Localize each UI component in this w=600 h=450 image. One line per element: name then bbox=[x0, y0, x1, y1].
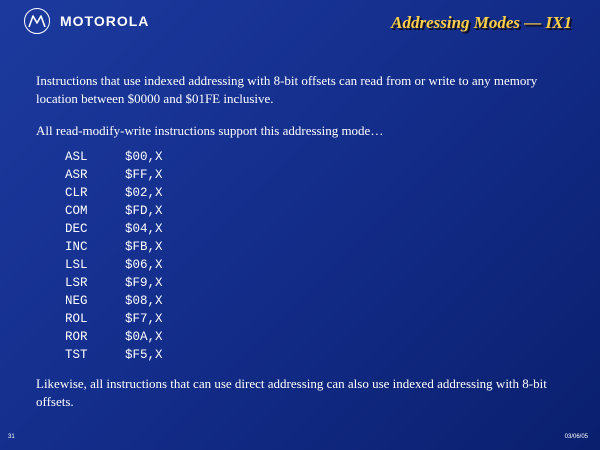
instruction-operand: $FB,X bbox=[125, 240, 163, 254]
instruction-row bbox=[65, 220, 163, 238]
instruction-mnemonic: ASL bbox=[65, 150, 88, 164]
rmw-paragraph: All read-modify-write instructions support this addressing mode… bbox=[36, 123, 384, 138]
instruction-row bbox=[65, 328, 163, 346]
instruction-row bbox=[65, 202, 163, 220]
instruction-row bbox=[65, 166, 163, 184]
motorola-batwing-icon bbox=[24, 8, 50, 34]
instruction-mnemonic: DEC bbox=[65, 222, 88, 236]
instruction-operand: $04,X bbox=[125, 222, 163, 236]
instruction-mnemonic: ROR bbox=[65, 330, 88, 344]
instruction-row bbox=[65, 346, 163, 364]
instruction-list bbox=[65, 148, 163, 364]
instruction-row bbox=[65, 184, 163, 202]
instruction-row bbox=[65, 238, 163, 256]
instruction-row bbox=[65, 310, 163, 328]
brand-wordmark: MOTOROLA bbox=[60, 13, 150, 29]
instruction-operand: $0A,X bbox=[125, 330, 163, 344]
instruction-mnemonic: CLR bbox=[65, 186, 88, 200]
instruction-operand: $00,X bbox=[125, 150, 163, 164]
instruction-row bbox=[65, 256, 163, 274]
page-number: 31 bbox=[8, 434, 15, 440]
instruction-mnemonic: NEG bbox=[65, 294, 88, 308]
closing-paragraph: Likewise, all instructions that can use direct addressing can also use indexed addressing with 8-bit offsets. bbox=[36, 376, 547, 409]
slide-title: Addressing Modes — IX1 bbox=[391, 13, 572, 32]
instruction-operand: $08,X bbox=[125, 294, 163, 308]
instruction-mnemonic: LSR bbox=[65, 276, 88, 290]
instruction-mnemonic: ASR bbox=[65, 168, 88, 182]
instruction-operand: $F5,X bbox=[125, 348, 163, 362]
instruction-operand: $FF,X bbox=[125, 168, 163, 182]
date-stamp: 03/06/05 bbox=[564, 434, 588, 440]
intro-paragraph: Instructions that use indexed addressing with 8-bit offsets can read from or write to any memory location between $0000 and $01FE inclusive. bbox=[36, 73, 538, 106]
motorola-logo bbox=[24, 8, 149, 34]
instruction-row bbox=[65, 274, 163, 292]
instruction-row bbox=[65, 292, 163, 310]
instruction-operand: $06,X bbox=[125, 258, 163, 272]
instruction-operand: $F9,X bbox=[125, 276, 163, 290]
instruction-mnemonic: LSL bbox=[65, 258, 88, 272]
instruction-operand: $02,X bbox=[125, 186, 163, 200]
instruction-operand: $F7,X bbox=[125, 312, 163, 326]
instruction-mnemonic: ROL bbox=[65, 312, 88, 326]
instruction-operand: $FD,X bbox=[125, 204, 163, 218]
instruction-row bbox=[65, 148, 163, 166]
instruction-mnemonic: COM bbox=[65, 204, 88, 218]
instruction-mnemonic: TST bbox=[65, 348, 88, 362]
instruction-mnemonic: INC bbox=[65, 240, 88, 254]
